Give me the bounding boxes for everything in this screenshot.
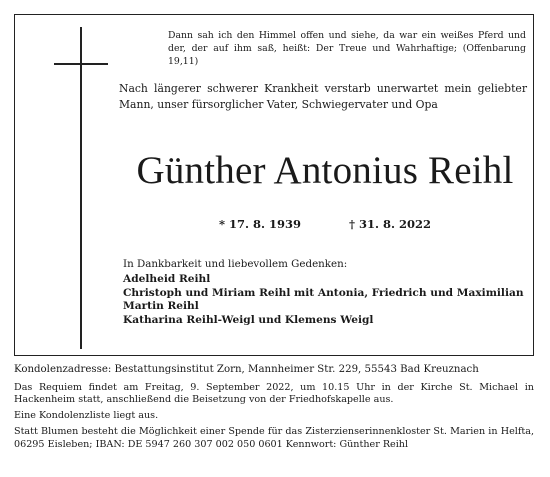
requiem-info: Das Requiem findet am Freitag, 9. September 2022, um 10.15 Uhr in der Kirche St. Michael in Hackenheim statt, anschließend die Beisetzung von der Friedhofskapelle aus. bbox=[14, 381, 534, 406]
mourner-entry: Adelheid Reihl bbox=[123, 273, 211, 285]
obituary-frame bbox=[14, 14, 534, 356]
mourner-entry: Martin Reihl bbox=[123, 300, 199, 312]
mourner-entry: Katharina Reihl-Weigl und Klemens Weigl bbox=[123, 313, 374, 326]
mourner-entry: Christoph und Miriam Reihl mit Antonia, Friedrich und Maximilian bbox=[123, 286, 524, 299]
cross-icon-bar bbox=[54, 63, 108, 65]
birth-date: * 17. 8. 1939 bbox=[218, 217, 301, 231]
mourners-list bbox=[123, 273, 535, 327]
deceased-name: Günther Antonius Reihl bbox=[136, 149, 514, 192]
life-dates bbox=[119, 217, 531, 231]
condolence-list-note: Eine Kondolenzliste liegt aus. bbox=[14, 410, 159, 422]
death-date: † 31. 8. 2022 bbox=[349, 217, 432, 231]
obituary-footer bbox=[14, 364, 534, 455]
thanks-line: In Dankbarkeit und liebevollem Gedenken: bbox=[123, 258, 348, 270]
donation-info: Statt Blumen besteht die Möglichkeit einer Spende für das Zisterzienserinnenkloster St. Marien in Helfta, 06295 Eisleben; IBAN: DE 5947 260 307 002 050 0601 Kennwort: Günther Reihl bbox=[14, 426, 534, 450]
bible-verse: Dann sah ich den Himmel offen und siehe, da war ein weißes Pferd und der, der auf ihm saß, heißt: Der Treue und Wahrhaftige; (Offenbarung 19,11) bbox=[168, 30, 526, 67]
cross-icon bbox=[80, 27, 82, 349]
intro-text: Nach längerer schwerer Krankheit verstarb unerwartet mein geliebter Mann, unser fürsorglicher Vater, Schwiegervater und Opa bbox=[119, 82, 527, 111]
condolence-address: Kondolenzadresse: Bestattungsinstitut Zorn, Mannheimer Str. 229, 55543 Bad Kreuznach bbox=[14, 364, 479, 375]
